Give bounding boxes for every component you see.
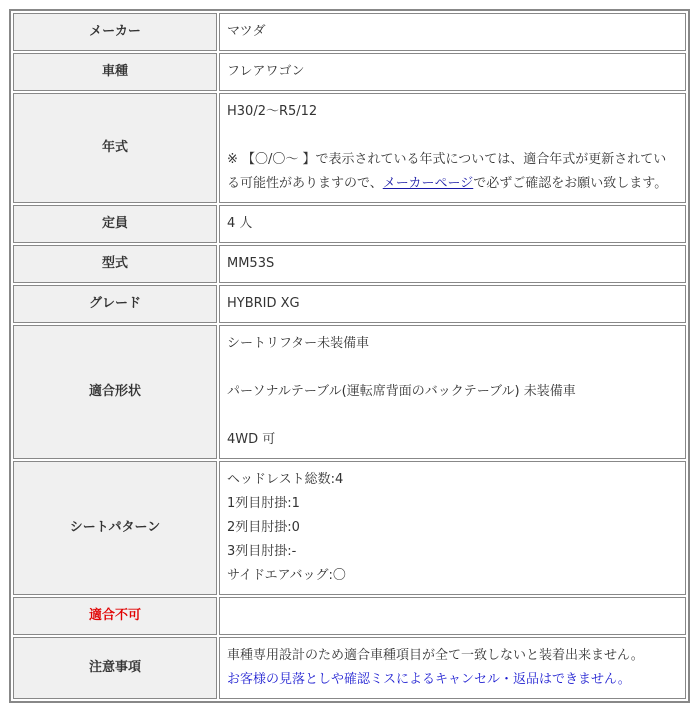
fit-line: パーソナルテーブル(運転席背面のバックテーブル) 未装備車 bbox=[227, 384, 576, 399]
label-type: 型式 bbox=[13, 245, 217, 283]
label-model: 車種 bbox=[13, 53, 217, 91]
value-seat bbox=[219, 461, 686, 595]
seat-line: 1列目肘掛:1 bbox=[227, 496, 300, 511]
year-note bbox=[227, 148, 678, 196]
row-maker bbox=[13, 13, 686, 51]
row-fit bbox=[13, 325, 686, 459]
row-caution bbox=[13, 637, 686, 699]
seat-line: 2列目肘掛:0 bbox=[227, 520, 300, 535]
caution-line-blue: お客様の見落としや確認ミスによるキャンセル・返品はできません。 bbox=[227, 672, 631, 687]
value-maker: マツダ bbox=[219, 13, 686, 51]
row-seat bbox=[13, 461, 686, 595]
caution-line: 車種専用設計のため適合車種項目が全て一致しないと装着出来ません。 bbox=[227, 648, 644, 663]
label-maker: メーカー bbox=[13, 13, 217, 51]
value-ng bbox=[219, 597, 686, 635]
seat-line: サイドエアバッグ:〇 bbox=[227, 568, 346, 583]
label-fit: 適合形状 bbox=[13, 325, 217, 459]
spec-table bbox=[9, 9, 690, 703]
label-seat: シートパターン bbox=[13, 461, 217, 595]
label-ng: 適合不可 bbox=[13, 597, 217, 635]
label-year: 年式 bbox=[13, 93, 217, 203]
label-caution: 注意事項 bbox=[13, 637, 217, 699]
value-capacity: 4 人 bbox=[219, 205, 686, 243]
seat-line: ヘッドレスト総数:4 bbox=[227, 472, 344, 487]
note-text: ※ 【〇/〇～ 】で表示されている年式については、適合年式が更新されている可能性がありますので、 bbox=[227, 152, 667, 191]
year-range: H30/2～R5/12 bbox=[227, 104, 318, 119]
fit-line: シートリフター未装備車 bbox=[227, 336, 370, 351]
value-type: MM53S bbox=[219, 245, 686, 283]
seat-line: 3列目肘掛:- bbox=[227, 544, 297, 559]
row-ng bbox=[13, 597, 686, 635]
value-caution bbox=[219, 637, 686, 699]
note-text-end: で必ずご確認をお願い致します。 bbox=[473, 176, 668, 191]
fit-line: 4WD 可 bbox=[227, 432, 276, 447]
row-model bbox=[13, 53, 686, 91]
row-grade bbox=[13, 285, 686, 323]
row-year bbox=[13, 93, 686, 203]
row-type bbox=[13, 245, 686, 283]
label-capacity: 定員 bbox=[13, 205, 217, 243]
label-grade: グレード bbox=[13, 285, 217, 323]
value-model: フレアワゴン bbox=[219, 53, 686, 91]
value-fit bbox=[219, 325, 686, 459]
row-capacity bbox=[13, 205, 686, 243]
value-year bbox=[219, 93, 686, 203]
maker-page-link[interactable]: メーカーページ bbox=[382, 176, 474, 191]
value-grade: HYBRID XG bbox=[219, 285, 686, 323]
